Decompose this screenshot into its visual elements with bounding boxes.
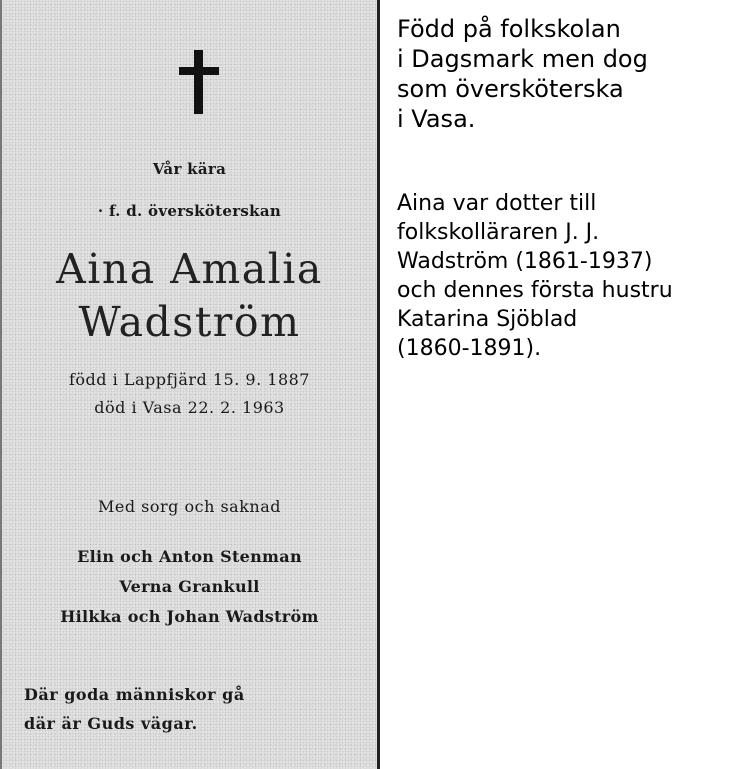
caption-summary-line: i Dagsmark men dog <box>397 45 648 73</box>
closing-verse-line-2: där är Guds vägar. <box>24 714 198 733</box>
death-line: död i Vasa 22. 2. 1963 <box>94 398 285 417</box>
caption-summary-line: i Vasa. <box>397 105 476 133</box>
notice-title: · f. d. översköterskan <box>97 202 282 220</box>
cross-icon <box>179 50 219 114</box>
caption-summary <box>397 14 737 134</box>
caption-biography-line: och dennes första hustru <box>397 278 673 303</box>
caption-biography <box>397 189 737 363</box>
mourner-1: Elin och Anton Stenman <box>77 547 302 566</box>
caption-biography-line: folkskolläraren J. J. <box>397 220 600 245</box>
mourner-2: Verna Grankull <box>119 577 260 596</box>
birth-line: född i Lappfjärd 15. 9. 1887 <box>69 370 310 389</box>
caption-biography-line: Wadström (1861-1937) <box>397 249 653 274</box>
caption-biography-line: (1860-1891). <box>397 336 542 361</box>
caption-summary-line: som översköterska <box>397 75 624 103</box>
caption-biography-line: Katarina Sjöblad <box>397 307 578 332</box>
mourner-3: Hilkka och Johan Wadström <box>60 607 319 626</box>
deceased-surname: Wadström <box>78 298 301 346</box>
caption-biography-line: Aina var dotter till <box>397 191 597 216</box>
mourning-line: Med sorg och saknad <box>97 497 281 516</box>
caption-summary-line: Född på folkskolan <box>397 15 621 43</box>
notice-intro: Vår kära <box>152 160 227 178</box>
closing-verse-line-1: Där goda människor gå <box>24 685 245 704</box>
deceased-first-names: Aina Amalia <box>56 245 323 293</box>
